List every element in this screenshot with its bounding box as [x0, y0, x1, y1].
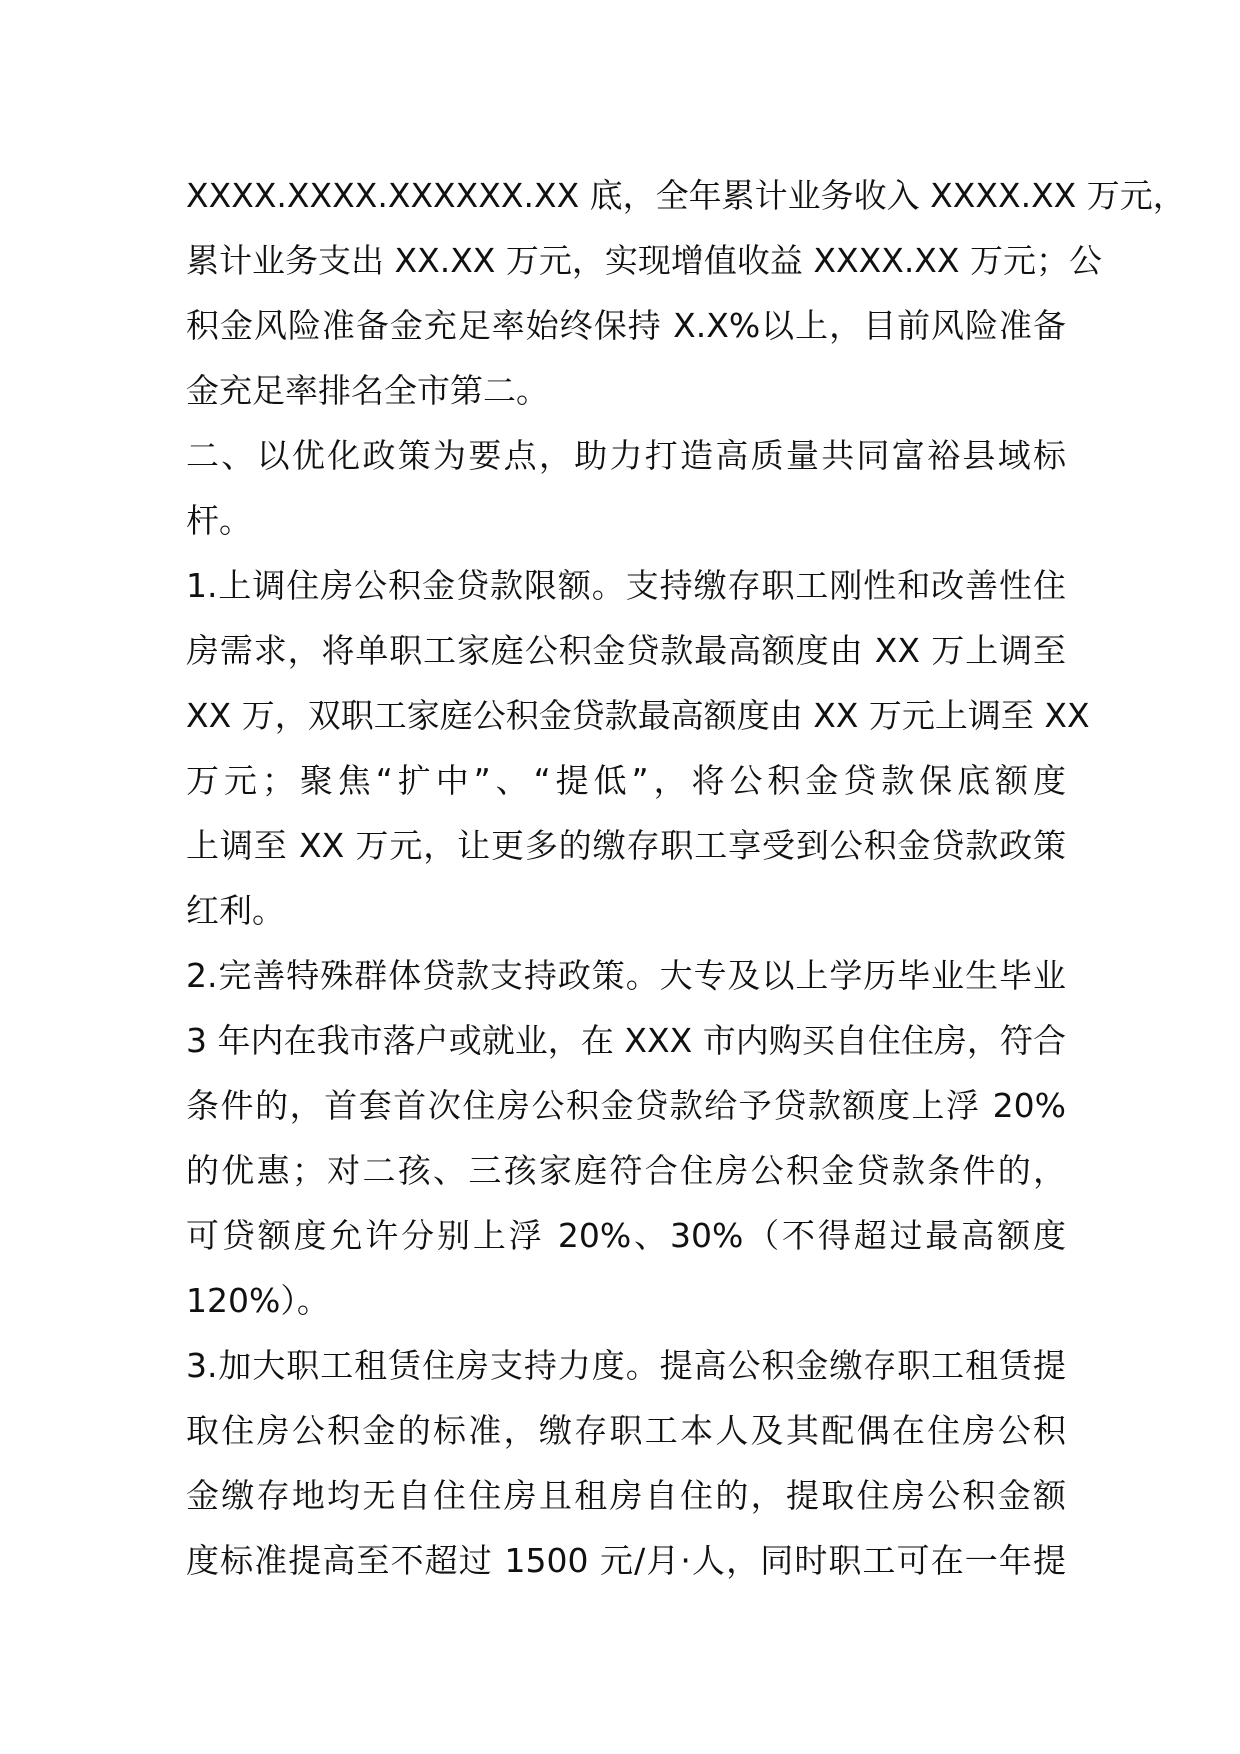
paragraph-line: 上调至 XX 万元，让更多的缴存职工享受到公积金贷款政策 [186, 826, 1066, 865]
paragraph-line: 的优惠；对二孩、三孩家庭符合住房公积金贷款条件的， [186, 1151, 1066, 1190]
paragraph-line: 积金风险准备金充足率始终保持 X.X%以上，目前风险准备 [186, 306, 1066, 345]
document-body [186, 163, 1186, 1593]
paragraph-line: 万元；聚焦“扩中”、“提低”，将公积金贷款保底额度 [186, 761, 1066, 800]
section-heading-line: 杆。 [186, 501, 252, 540]
paragraph-line: 条件的，首套首次住房公积金贷款给予贷款额度上浮 20% [186, 1086, 1066, 1125]
paragraph-line: 3.加大职工租赁住房支持力度。提高公积金缴存职工租赁提 [186, 1346, 1066, 1385]
paragraph-line: 取住房公积金的标准，缴存职工本人及其配偶在住房公积 [186, 1411, 1066, 1450]
paragraph-line: 120%）。 [186, 1281, 330, 1320]
paragraph-line: XX 万，双职工家庭公积金贷款最高额度由 XX 万元上调至 XX [186, 696, 1090, 735]
paragraph-line: 房需求，将单职工家庭公积金贷款最高额度由 XX 万上调至 [186, 631, 1066, 670]
paragraph-line: XXXX.XXXX.XXXXXX.XX 底，全年累计业务收入 XXXX.XX 万元， [186, 176, 1186, 215]
paragraph-line: 2.完善特殊群体贷款支持政策。大专及以上学历毕业生毕业 [186, 956, 1066, 995]
paragraph-line: 3 年内在我市落户或就业，在 XXX 市内购买自住住房，符合 [186, 1021, 1066, 1060]
paragraph-line: 红利。 [186, 891, 285, 930]
paragraph-line: 金缴存地均无自住住房且租房自住的，提取住房公积金额 [186, 1476, 1066, 1515]
paragraph-line: 累计业务支出 XX.XX 万元，实现增值收益 XXXX.XX 万元；公 [186, 241, 1103, 280]
paragraph-line: 度标准提高至不超过 1500 元/月·人，同时职工可在一年提 [186, 1541, 1066, 1580]
section-heading-line: 二、以优化政策为要点，助力打造高质量共同富裕县域标 [186, 436, 1066, 475]
paragraph-line: 1.上调住房公积金贷款限额。支持缴存职工刚性和改善性住 [186, 566, 1066, 605]
paragraph-line: 金充足率排名全市第二。 [186, 371, 549, 410]
paragraph-line: 可贷额度允许分别上浮 20%、30%（不得超过最高额度 [186, 1216, 1066, 1255]
